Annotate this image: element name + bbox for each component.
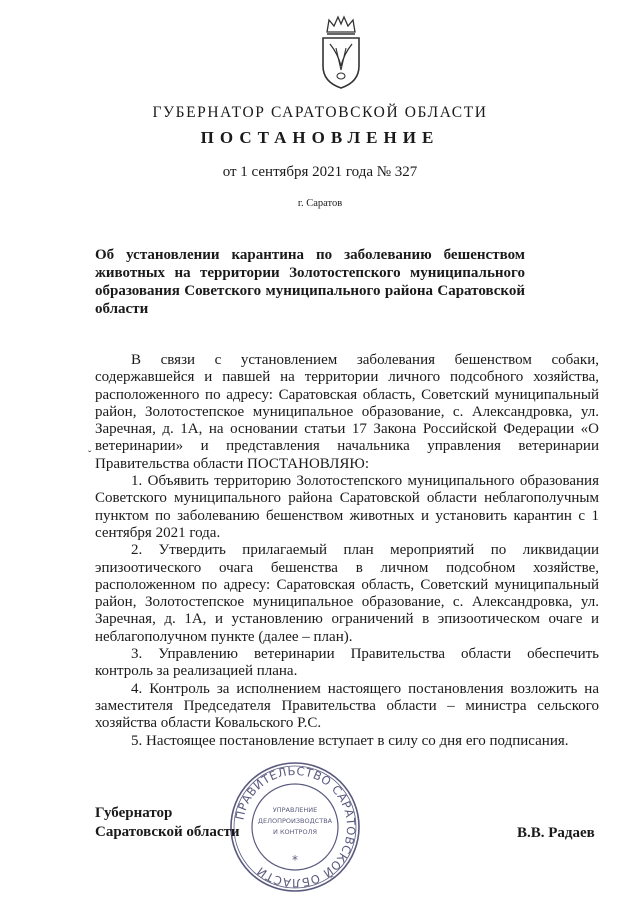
clause-1: 1. Объявить территорию Золотостепского муниципального образования Советского муниципального района Саратовской области неблагополучным пунктом по заболеванию бешенством животных и установить карантин с 1 сентября 2021 года. (95, 473, 599, 541)
signatory-position-line-1: Губернатор (95, 805, 173, 821)
svg-text:ПРАВИТЕЛЬСТВО САРАТОВСКОЙ ОБЛА (232, 764, 358, 890)
stamp-line-3: И КОНТРОЛЯ (273, 828, 317, 836)
signatory-name: В.В. Радаев (517, 825, 595, 841)
document-subject: Об установлении карантина по заболеванию бешенством животных на территории Золотостепского муниципального образования Советского муниципального района Саратовской области (95, 247, 525, 317)
stamp-line-2: ДЕЛОПРОИЗВОДСТВА (257, 817, 333, 825)
margin-mark: ˇ (88, 450, 92, 461)
clause-4: 4. Контроль за исполнением настоящего постановления возложить на заместителя Председателя Правительства области – министра сельского хозяйства области Ковальского Р.С. (95, 680, 599, 732)
stamp-line-1: УПРАВЛЕНИЕ (272, 806, 318, 814)
clause-5: 5. Настоящее постановление вступает в силу со дня его подписания. (131, 732, 569, 749)
issuing-authority: ГУБЕРНАТОР САРАТОВСКОЙ ОБЛАСТИ (152, 104, 488, 121)
document-body (95, 352, 599, 750)
clause-2: 2. Утвердить прилагаемый план мероприятий по ликвидации эпизоотического очага бешенства в личном подсобном хозяйстве, расположенном по адресу: Саратовская область, Советский муниципальный район, Золотостепское муниципальное образование, с. Александровка, ул. Заречная, д. 1А, и установлению ограничений в эпизоотическом очаге и неблагополучном пункте (далее – план). (95, 542, 599, 645)
clause-3: 3. Управлению ветеринарии Правительства области обеспечить контроль за реализацией плана. (95, 646, 599, 680)
city-of-issue: г. Саратов (297, 198, 343, 209)
stamp-ring-text: ПРАВИТЕЛЬСТВО САРАТОВСКОЙ ОБЛАСТИ (232, 763, 359, 891)
date-and-number: от 1 сентября 2021 года № 327 (222, 164, 418, 180)
coat-of-arms-icon (318, 14, 364, 90)
signatory-position (95, 804, 240, 842)
stamp-star-icon: * (292, 853, 298, 867)
official-stamp (228, 760, 362, 894)
signatory-position-line-2: Саратовской области (95, 824, 240, 840)
document-type-title: ПОСТАНОВЛЕНИЕ (200, 128, 440, 147)
preamble-paragraph: В связи с установлением заболевания бешенством собаки, содержавшейся и павшей на территории личного подсобного хозяйства, расположенного по адресу: Саратовская область, Советский муниципальный район, Золотостепское муниципальное образование, с. Александровка, ул. Заречная, д. 1А, на основании статьи 17 Закона Российской Федерации «О ветеринарии» и представления начальника управления ветеринарии Правительства области ПОСТАНОВЛЯЮ: (95, 352, 599, 472)
